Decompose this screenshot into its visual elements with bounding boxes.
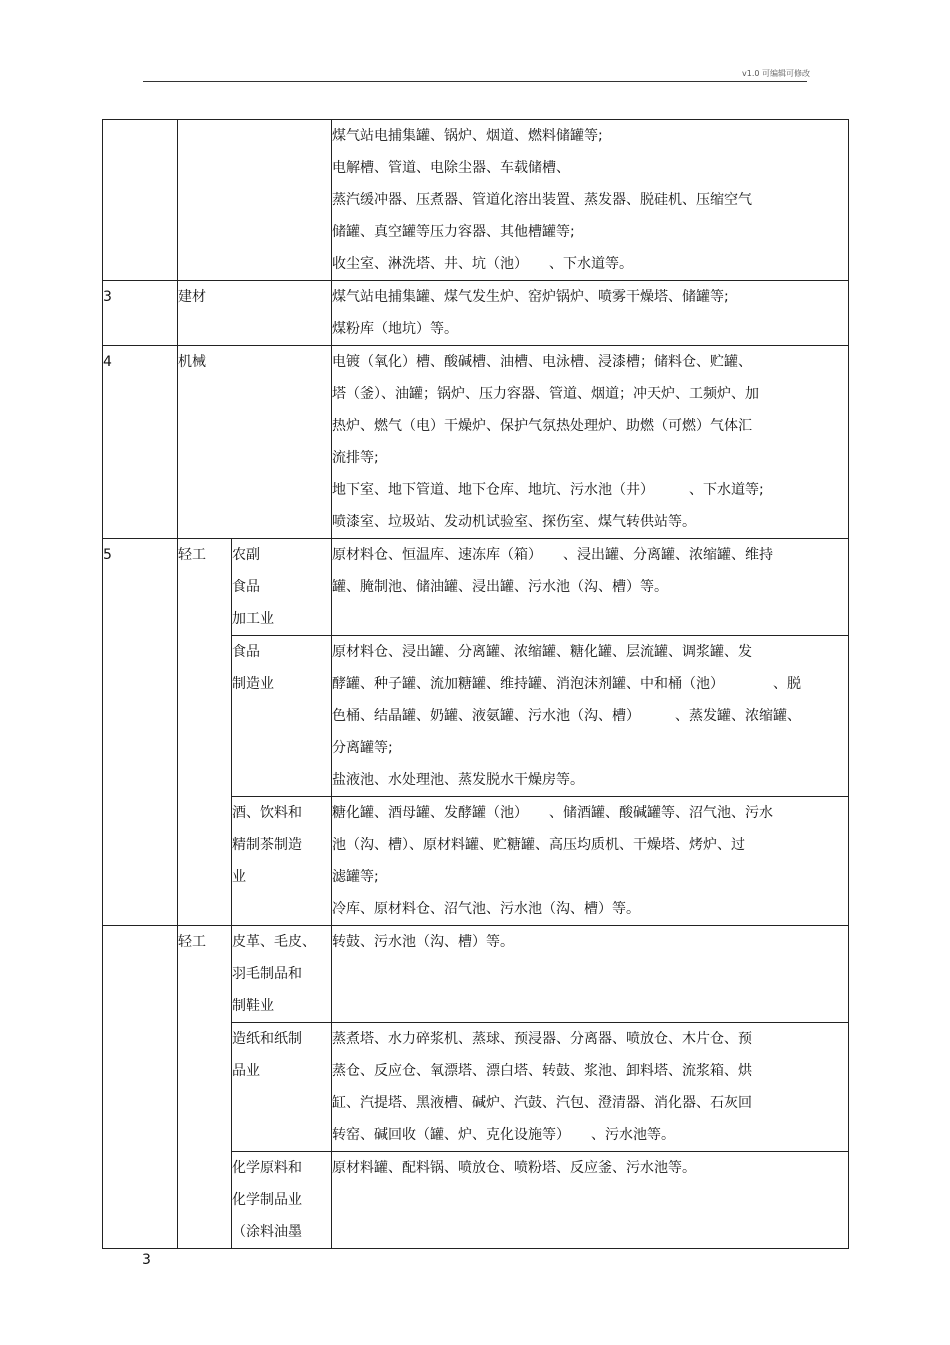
industry-cell: 机械: [178, 346, 332, 539]
item-line: 缸、汽提塔、黑液槽、碱炉、汽鼓、汽包、澄清器、消化器、石灰回: [332, 1095, 752, 1111]
item-line: 塔（釜）、油罐；锅炉、压力容器、管道、烟道；冲天炉、工频炉、加: [332, 386, 759, 402]
sub-industry-line: 食品: [232, 644, 260, 660]
items-cell: [332, 346, 849, 539]
sub-industry-line: 酒、饮料和: [232, 805, 302, 821]
table-row: [103, 539, 849, 636]
sub-industry-line: （涂料油墨: [232, 1224, 302, 1240]
page-number: 3: [142, 1252, 151, 1268]
item-line: 分离罐等;: [332, 740, 393, 756]
sub-industry-line: 农副: [232, 547, 260, 563]
item-line: 收尘室、淋洗塔、井、坑（池） 、下水道等。: [332, 256, 633, 272]
sub-industry-cell: [232, 1152, 332, 1249]
sub-industry-line: 食品: [232, 579, 260, 595]
item-line: 电镀（氧化）槽、酸碱槽、油槽、电泳槽、浸漆槽；储料仓、贮罐、: [332, 354, 752, 370]
header-rule: [143, 81, 807, 82]
item-line: 原材料仓、浸出罐、分离罐、浓缩罐、糖化罐、层流罐、调浆罐、发: [332, 644, 752, 660]
item-line: 原材料仓、恒温库、速冻库（箱） 、浸出罐、分离罐、浓缩罐、维持: [332, 547, 773, 563]
item-line: 冷库、原材料仓、沼气池、污水池（沟、槽）等。: [332, 901, 640, 917]
items-cell: [332, 120, 849, 281]
item-line: 原材料罐、配料锅、喷放仓、喷粉塔、反应釜、污水池等。: [332, 1160, 696, 1176]
item-line: 色桶、结晶罐、奶罐、液氨罐、污水池（沟、槽） 、蒸发罐、浓缩罐、: [332, 708, 801, 724]
item-line: 煤粉库（地坑）等。: [332, 321, 458, 337]
item-line: 糖化罐、酒母罐、发酵罐（池） 、储酒罐、酸碱罐等、沼气池、污水: [332, 805, 773, 821]
item-line: 喷漆室、垃圾站、发动机试验室、探伤室、煤气转供站等。: [332, 514, 696, 530]
table-row: [103, 120, 849, 281]
header-version-text: v1.0 可编辑可修改: [742, 69, 810, 78]
row-number-cell: [103, 120, 178, 281]
item-line: 地下室、地下管道、地下仓库、地坑、污水池（井） 、下水道等;: [332, 482, 764, 498]
item-line: 转鼓、污水池（沟、槽）等。: [332, 934, 514, 950]
row-number-cell: 4: [103, 346, 178, 539]
sub-industry-line: 精制茶制造: [232, 837, 302, 853]
item-line: 蒸仓、反应仓、氧漂塔、漂白塔、转鼓、浆池、卸料塔、流浆箱、烘: [332, 1063, 752, 1079]
sub-industry-line: 制鞋业: [232, 998, 274, 1014]
item-line: 流排等;: [332, 450, 379, 466]
sub-industry-line: 皮革、毛皮、: [232, 934, 316, 950]
sub-industry-cell: [232, 636, 332, 797]
item-line: 池（沟、槽）、原材料罐、贮糖罐、高压均质机、干燥塔、烤炉、过: [332, 837, 745, 853]
item-line: 酵罐、种子罐、流加糖罐、维持罐、消泡沫剂罐、中和桶（池） 、脱: [332, 676, 801, 692]
sub-industry-line: 制造业: [232, 676, 274, 692]
sub-industry-line: 加工业: [232, 611, 274, 627]
sub-industry-line: 化学制品业: [232, 1192, 302, 1208]
item-line: 储罐、真空罐等压力容器、其他槽罐等;: [332, 224, 575, 240]
items-cell: [332, 797, 849, 926]
item-line: 盐液池、水处理池、蒸发脱水干燥房等。: [332, 772, 584, 788]
item-line: 蒸汽缓冲器、压煮器、管道化溶出装置、蒸发器、脱硅机、压缩空气: [332, 192, 752, 208]
sub-industry-line: 羽毛制品和: [232, 966, 302, 982]
table-row: [103, 926, 849, 1023]
facility-table: [102, 119, 849, 1249]
item-line: 煤气站电捕集罐、煤气发生炉、窑炉锅炉、喷雾干燥塔、储罐等;: [332, 289, 729, 305]
table-row: [103, 281, 849, 346]
row-number-cell: 3: [103, 281, 178, 346]
item-line: 电解槽、管道、电除尘器、车载储槽、: [332, 160, 570, 176]
items-cell: [332, 636, 849, 797]
sub-industry-line: 业: [232, 869, 246, 885]
item-line: 罐、腌制池、储油罐、浸出罐、污水池（沟、槽）等。: [332, 579, 668, 595]
industry-cell: 轻工: [178, 539, 232, 926]
sub-industry-cell: [232, 1023, 332, 1152]
item-line: 转窑、碱回收（罐、炉、克化设施等） 、污水池等。: [332, 1127, 675, 1143]
items-cell: [332, 1023, 849, 1152]
items-cell: [332, 539, 849, 636]
industry-cell: 轻工: [178, 926, 232, 1249]
item-line: 蒸煮塔、水力碎浆机、蒸球、预浸器、分离器、喷放仓、木片仓、预: [332, 1031, 752, 1047]
row-number-cell: 5: [103, 539, 178, 926]
sub-industry-line: 造纸和纸制: [232, 1031, 302, 1047]
item-line: 热炉、燃气（电）干燥炉、保护气氛热处理炉、助燃（可燃）气体汇: [332, 418, 752, 434]
row-number-cell: [103, 926, 178, 1249]
item-line: 滤罐等;: [332, 869, 379, 885]
sub-industry-line: 品业: [232, 1063, 260, 1079]
items-cell: [332, 1152, 849, 1249]
industry-cell: 建材: [178, 281, 332, 346]
sub-industry-line: 化学原料和: [232, 1160, 302, 1176]
table-row: [103, 346, 849, 539]
industry-cell: [178, 120, 332, 281]
sub-industry-cell: [232, 797, 332, 926]
items-cell: [332, 281, 849, 346]
items-cell: [332, 926, 849, 1023]
item-line: 煤气站电捕集罐、锅炉、烟道、燃料储罐等;: [332, 128, 603, 144]
sub-industry-cell: [232, 926, 332, 1023]
sub-industry-cell: [232, 539, 332, 636]
